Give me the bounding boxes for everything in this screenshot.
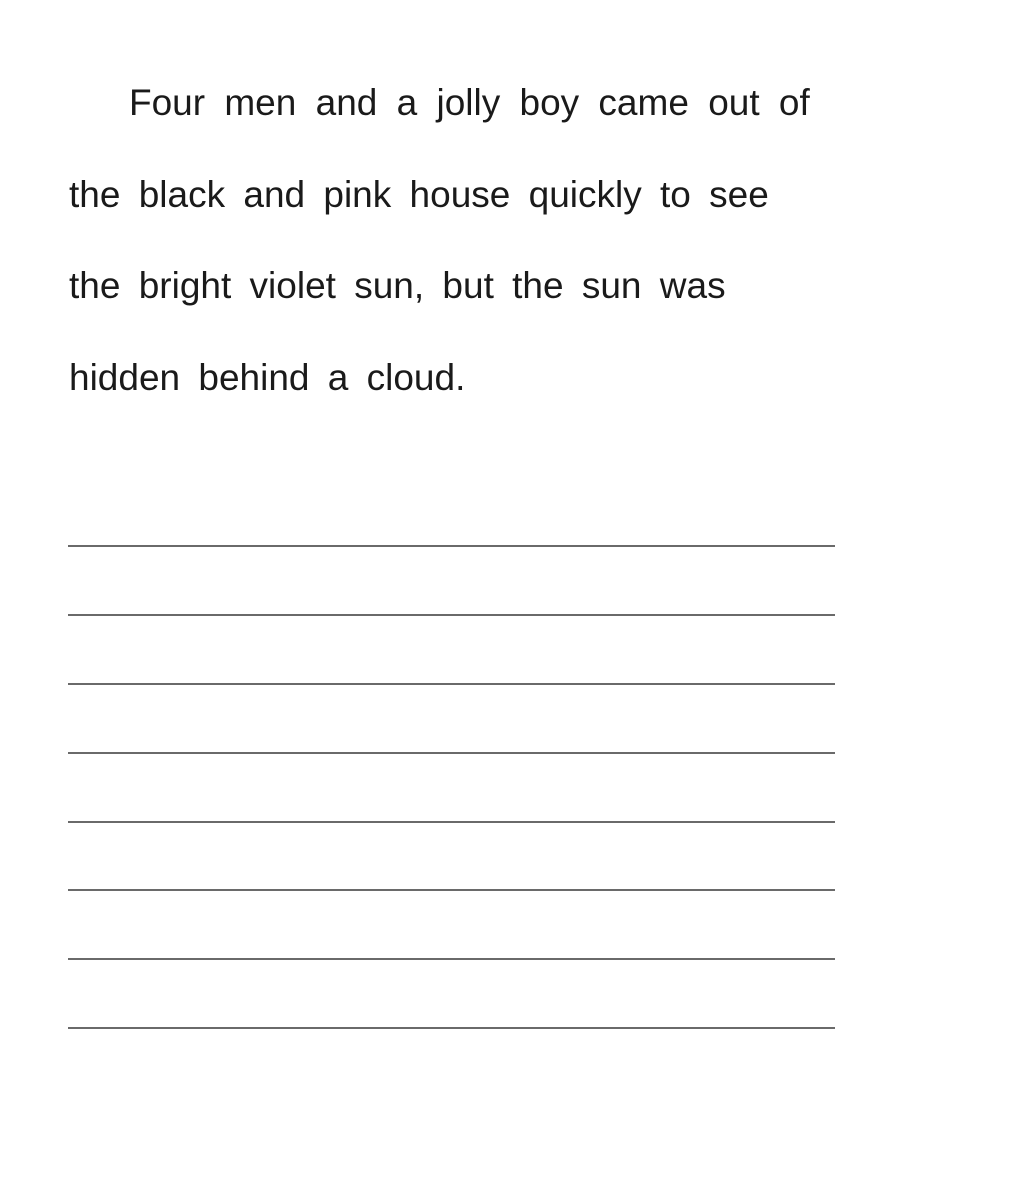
writing-line-2[interactable] xyxy=(68,614,835,616)
writing-line-3[interactable] xyxy=(68,683,835,685)
writing-line-1[interactable] xyxy=(68,545,835,547)
writing-line-8[interactable] xyxy=(68,1027,835,1029)
passage-line-1: Four men and a jolly boy came out of xyxy=(129,82,810,123)
writing-line-5[interactable] xyxy=(68,821,835,823)
writing-line-4[interactable] xyxy=(68,752,835,754)
passage-line-2: the black and pink house quickly to see xyxy=(69,174,769,215)
writing-line-7[interactable] xyxy=(68,958,835,960)
passage-line-4: hidden behind a cloud. xyxy=(69,357,466,398)
writing-line-6[interactable] xyxy=(68,889,835,891)
passage-line-3: the bright violet sun, but the sun was xyxy=(69,265,726,306)
